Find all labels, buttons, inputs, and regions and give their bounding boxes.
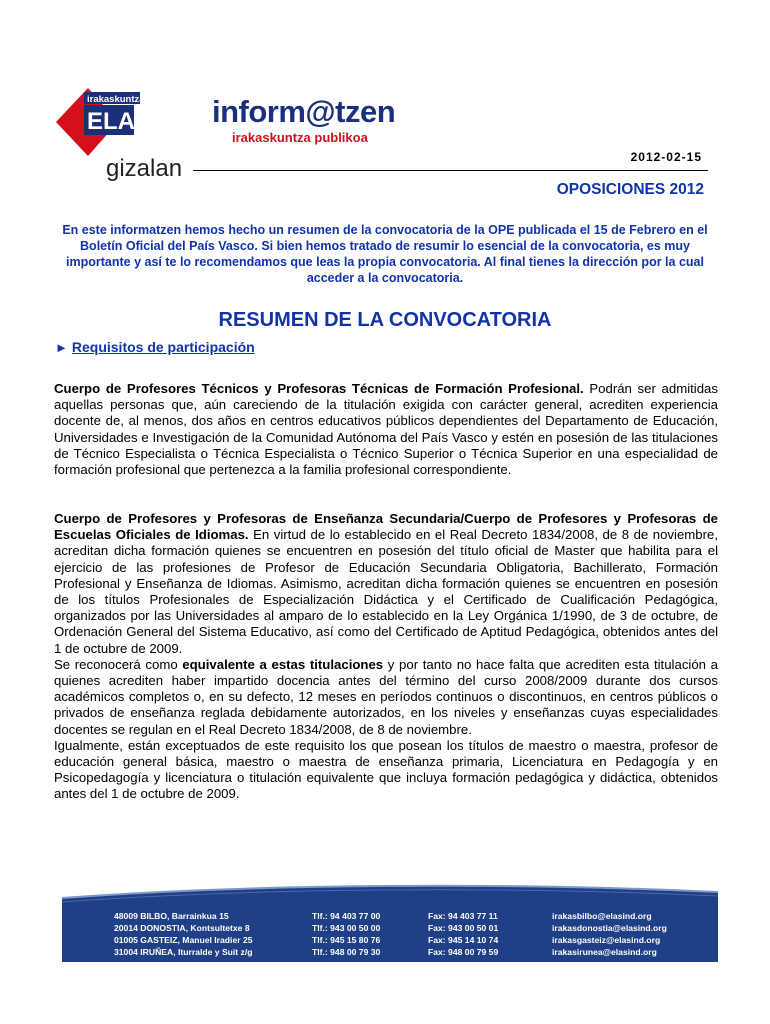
footer-faxes xyxy=(428,910,498,958)
main-heading: RESUMEN DE LA CONVOCATORIA xyxy=(218,309,552,331)
block-sec-paragraph-1 xyxy=(54,511,718,657)
footer-phones xyxy=(312,910,380,958)
footer-email-link[interactable]: irakasbilbo@elasind.org xyxy=(552,911,652,921)
logo-text-top: irakaskuntza xyxy=(87,94,145,105)
intro-paragraph: En este informatzen hemos hecho un resumen de la convocatoria de la OPE publicada el 15 de Febrero en el Boletín Oficial del País Vasco. Si bien hemos tratado de resumir lo esencial de la convocatoria, es muy importante y así te lo recomendamos que leas la propia convocatoria. Al final tienes la dirección por la cual acceder a la convocatoria. xyxy=(62,223,708,285)
requirements-label: Requisitos de participación xyxy=(71,339,255,355)
block-sec-paragraph-3: Igualmente, están exceptuados de este requisito los que posean los títulos de maestro o maestra, profesor de educación general básica, maestro o maestra de enseñanza primaria, Licenciatura en Pedagogía y en Psicopedagogía y licenciatura o titulación equivalente que incluya formación pedagógica y didáctica, obtenidos antes del 1 de octubre de 2009. xyxy=(54,737,718,802)
triangle-right-icon: ► xyxy=(55,340,68,355)
newsletter-title: inform@tzen xyxy=(212,94,396,129)
block-sec-p2-start: Se reconocerá como xyxy=(54,656,183,672)
header-divider xyxy=(193,170,708,171)
footer-email-link[interactable]: irakasdonostia@elasind.org xyxy=(552,923,667,933)
footer-phone: Tlf.: 945 15 80 76 xyxy=(312,935,381,945)
footer-fax: Fax: 943 00 50 01 xyxy=(428,923,499,933)
block-sec-p2-bold: equivalente a estas titulaciones xyxy=(182,656,384,672)
block-fp-title: Cuerpo de Profesores Técnicos y Profesoras Técnicas de Formación Profesional. xyxy=(54,381,584,396)
footer-fax: Fax: 948 00 79 59 xyxy=(428,947,499,957)
requirements-block-fp xyxy=(54,381,718,478)
footer-addresses xyxy=(114,910,253,958)
block-fp-paragraph xyxy=(54,381,718,478)
requirements-block-secundaria xyxy=(54,511,718,803)
ela-logo xyxy=(56,84,186,184)
footer-email-link[interactable]: irakasirunea@elasind.org xyxy=(552,947,657,957)
block-sec-title: Cuerpo de Profesores y Profesoras de Enseñanza Secundaria/Cuerpo de Profesores y Profesoras de Escuelas Oficiales de Idiomas. xyxy=(54,511,718,543)
issue-date: 2012-02-15 xyxy=(630,150,702,164)
footer-address: 31004 IRUÑEA, Iturralde y Suit z/g xyxy=(114,947,253,957)
footer-email-link[interactable]: irakasgasteiz@elasind.org xyxy=(552,935,661,945)
footer-phone: Tlf.: 94 403 77 00 xyxy=(312,911,381,921)
section-title: OPOSICIONES 2012 xyxy=(556,181,704,198)
footer-emails xyxy=(552,910,667,958)
block-sec-paragraph-2 xyxy=(54,657,718,738)
footer-fax: Fax: 94 403 77 11 xyxy=(428,911,498,921)
footer-address: 48009 BILBO, Barrainkua 15 xyxy=(114,911,229,921)
requirements-heading xyxy=(55,339,255,355)
logo-text-bottom: gizalan xyxy=(106,155,183,182)
footer-fax: Fax: 945 14 10 74 xyxy=(428,935,499,945)
logo-text-ela: ELA xyxy=(87,108,135,135)
newsletter-subtitle: irakaskuntza publikoa xyxy=(232,130,368,145)
block-fp-text: Podrán ser admitidas aquellas personas que, aún careciendo de la titulación exigida con carácter general, acrediten experiencia docente de, al menos, dos años en centros educativos públicos dependientes del Departamento de Educación, Universidades e Investigación de la Comunidad Autónoma del País Vasco y estén en posesión de las titulaciones de Técnico Especialista o Técnica Especialista o Técnico Superior o Técnica Superior en una especialidad de formación profesional que pertenezca a la familia profesional correspondiente. xyxy=(54,381,718,478)
footer-phone: Tlf.: 943 00 50 00 xyxy=(312,923,381,933)
block-sec-p2-end: y por tanto no hace falta que acrediten esta titulación a quienes acrediten haber impartido docencia antes del término del curso 2008/2009 durante dos cursos académicos completos o, en su defecto, 12 meses en períodos continuos o discontinuos, en centros públicos o privados de enseñanza reglada debidamente autorizados, en los niveles y enseñanzas cuyas especialidades docentes se regulan en el Real Decreto 1834/2008, de 8 de noviembre. xyxy=(54,656,718,737)
footer-phone: Tlf.: 948 00 79 30 xyxy=(312,947,381,957)
footer-address: 20014 DONOSTIA, Kontsultetxe 8 xyxy=(114,923,250,933)
footer-address: 01005 GASTEIZ, Manuel Iradier 25 xyxy=(114,935,253,945)
block-sec-text: En virtud de lo establecido en el Real Decreto 1834/2008, de 8 de noviembre, acreditan dicha formación quienes se encuentren en posesión del título oficial de Master que habilita para el ejercicio de las profesiones de Profesor de Educación Secundaria Obligatoria, Bachillerato, Formación Profesional y Enseñanza de Idiomas. Asimismo, acreditan dicha formación quienes se encuentren en posesión de los títulos Profesionales de Especialización Didáctica y el Certificado de Cualificación Pedagógica, organizados por las Universidades al amparo de lo establecido en la Ley Orgánica 1/1990, de 3 de octubre, de Ordenación General del Sistema Educativo, así como del Certificado de Aptitud Pedagógica, obtenidos antes del 1 de octubre de 2009. xyxy=(54,527,718,656)
